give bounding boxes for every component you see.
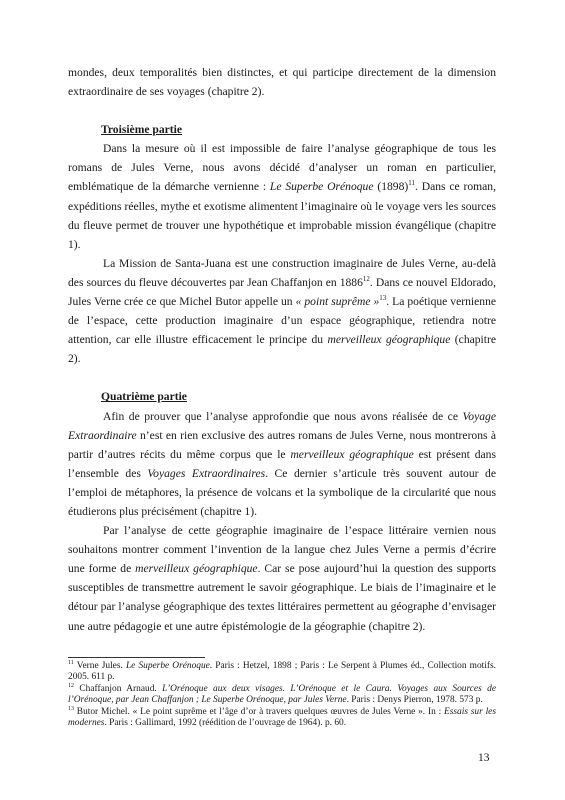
section-heading-quatrieme-partie: Quatrième partie [101,390,187,404]
footnote-ref-12[interactable]: 12 [362,275,370,284]
footnotes [68,661,496,729]
footnote-ref-11[interactable]: 11 [408,179,415,188]
footnote-12: $^{12}$ Chaffanjon Arnaud. L’Orénoque aux deux visages. L’Orénoque et le Caura. Voyages aux Sources de l’Orénoque, par Jean Chaffanjon ; Le Superbe Orénoque, par Jules Verne. Paris : Denys Pierron, 1978. 573 p. [68,682,496,706]
term: merveilleux géographique [290,447,414,461]
paragraph-quatrieme-2: Par l’analyse de cette géographie imaginaire de l’espace littéraire vernien nous souhaitons montrer comment l’invention de la langue chez Jules Verne a permis d’écrire une forme de merveilleux géographique. Car se pose aujourd’hui la question des supports susceptibles de transmettre autrement le savoir géographique. Le biais de l’imaginaire et le détour par l’analyse géographique des textes littéraires permettent au géographe d’envisager une autre pédagogie et une autre épistémologie de la géographie (chapitre 2). [68,524,497,633]
book-title: Le Superbe Orénoque [269,180,374,194]
footnote-ref-13[interactable]: 13 [379,294,387,303]
term: merveilleux géographique [135,562,258,576]
paragraph-quatrieme-1: Afin de prouver que l’analyse approfondie que nous avons réalisée de ce Voyage Extraordinaire n’est en rien exclusive des autres romans de Jules Verne, nous montrerons à partir d’autres récits du même corpus que le merveilleux géographique est présent dans l’ensemble des Voyages Extraordinaires. Ce dernier s’articule très souvent autour de l’emploi de métaphores, la présence de volcans et la symbolique de la circularité que nous étudierons plus précisément (chapitre 1). [68,409,496,518]
term: merveilleux géographique [327,333,451,347]
body-text [68,63,496,636]
page-number: 13 [478,752,490,764]
book-title: Voyage Extraordinaire [68,409,496,442]
footnote-11: $^{11}$ Verne Jules. Le Superbe Orénoque. Paris : Hetzel, 1898 ; Paris : Le Serpent à Plumes éd., Collection motifs. 2005. 611 p. [68,659,496,683]
footnote-divider [68,657,205,658]
section-heading-troisieme-partie: Troisième partie [101,123,183,137]
book-title: Voyages Extraordinaires [147,466,266,480]
footnote-13: $^{13}$ Butor Michel. « Le point suprême et l’âge d’or à travers quelques œuvres de Jules Verne ». In : Essais sur les modernes. Paris : Gallimard, 1992 (réédition de l’ouvrage de 1964). p. 60. [68,705,496,729]
paragraph-continuation: mondes, deux temporalités bien distinctes, et qui participe directement de la dimension extraordinaire de ses voyages (chapitre 2). [68,66,496,99]
paragraph-troisieme-1: Dans la mesure où il est impossible de faire l’analyse géographique de tous les romans de Jules Verne, nous avons décidé d’analyser un roman en particulier, emblématique de la démarche vernienne : Le Superbe Orénoque $(1898)^{11}$. Dans ce roman, expéditions réelles, mythe et exotisme alimentent l’imaginaire où le voyage vers les sources du fleuve permet de trouver une hypothétique et improbable mission évangélique (chapitre 1). [68,142,497,251]
quote: « point suprême » [295,295,380,309]
paragraph-troisieme-2: La Mission de Santa-Juana est une construction imaginaire de Jules Verne, au-delà des sources du fleuve découvertes par Jean Chaffanjon en 1886$^{12}$. Dans ce nouvel Eldorado, Jules Verne crée ce que Michel Butor appelle un « point suprême »$^{13}$. La poétique vernienne de l’espace, cette production imaginaire d’un espace géographique, retiendra notre attention, car elle illustre efficacement le principe du merveilleux géographique (chapitre 2). [68,256,497,366]
